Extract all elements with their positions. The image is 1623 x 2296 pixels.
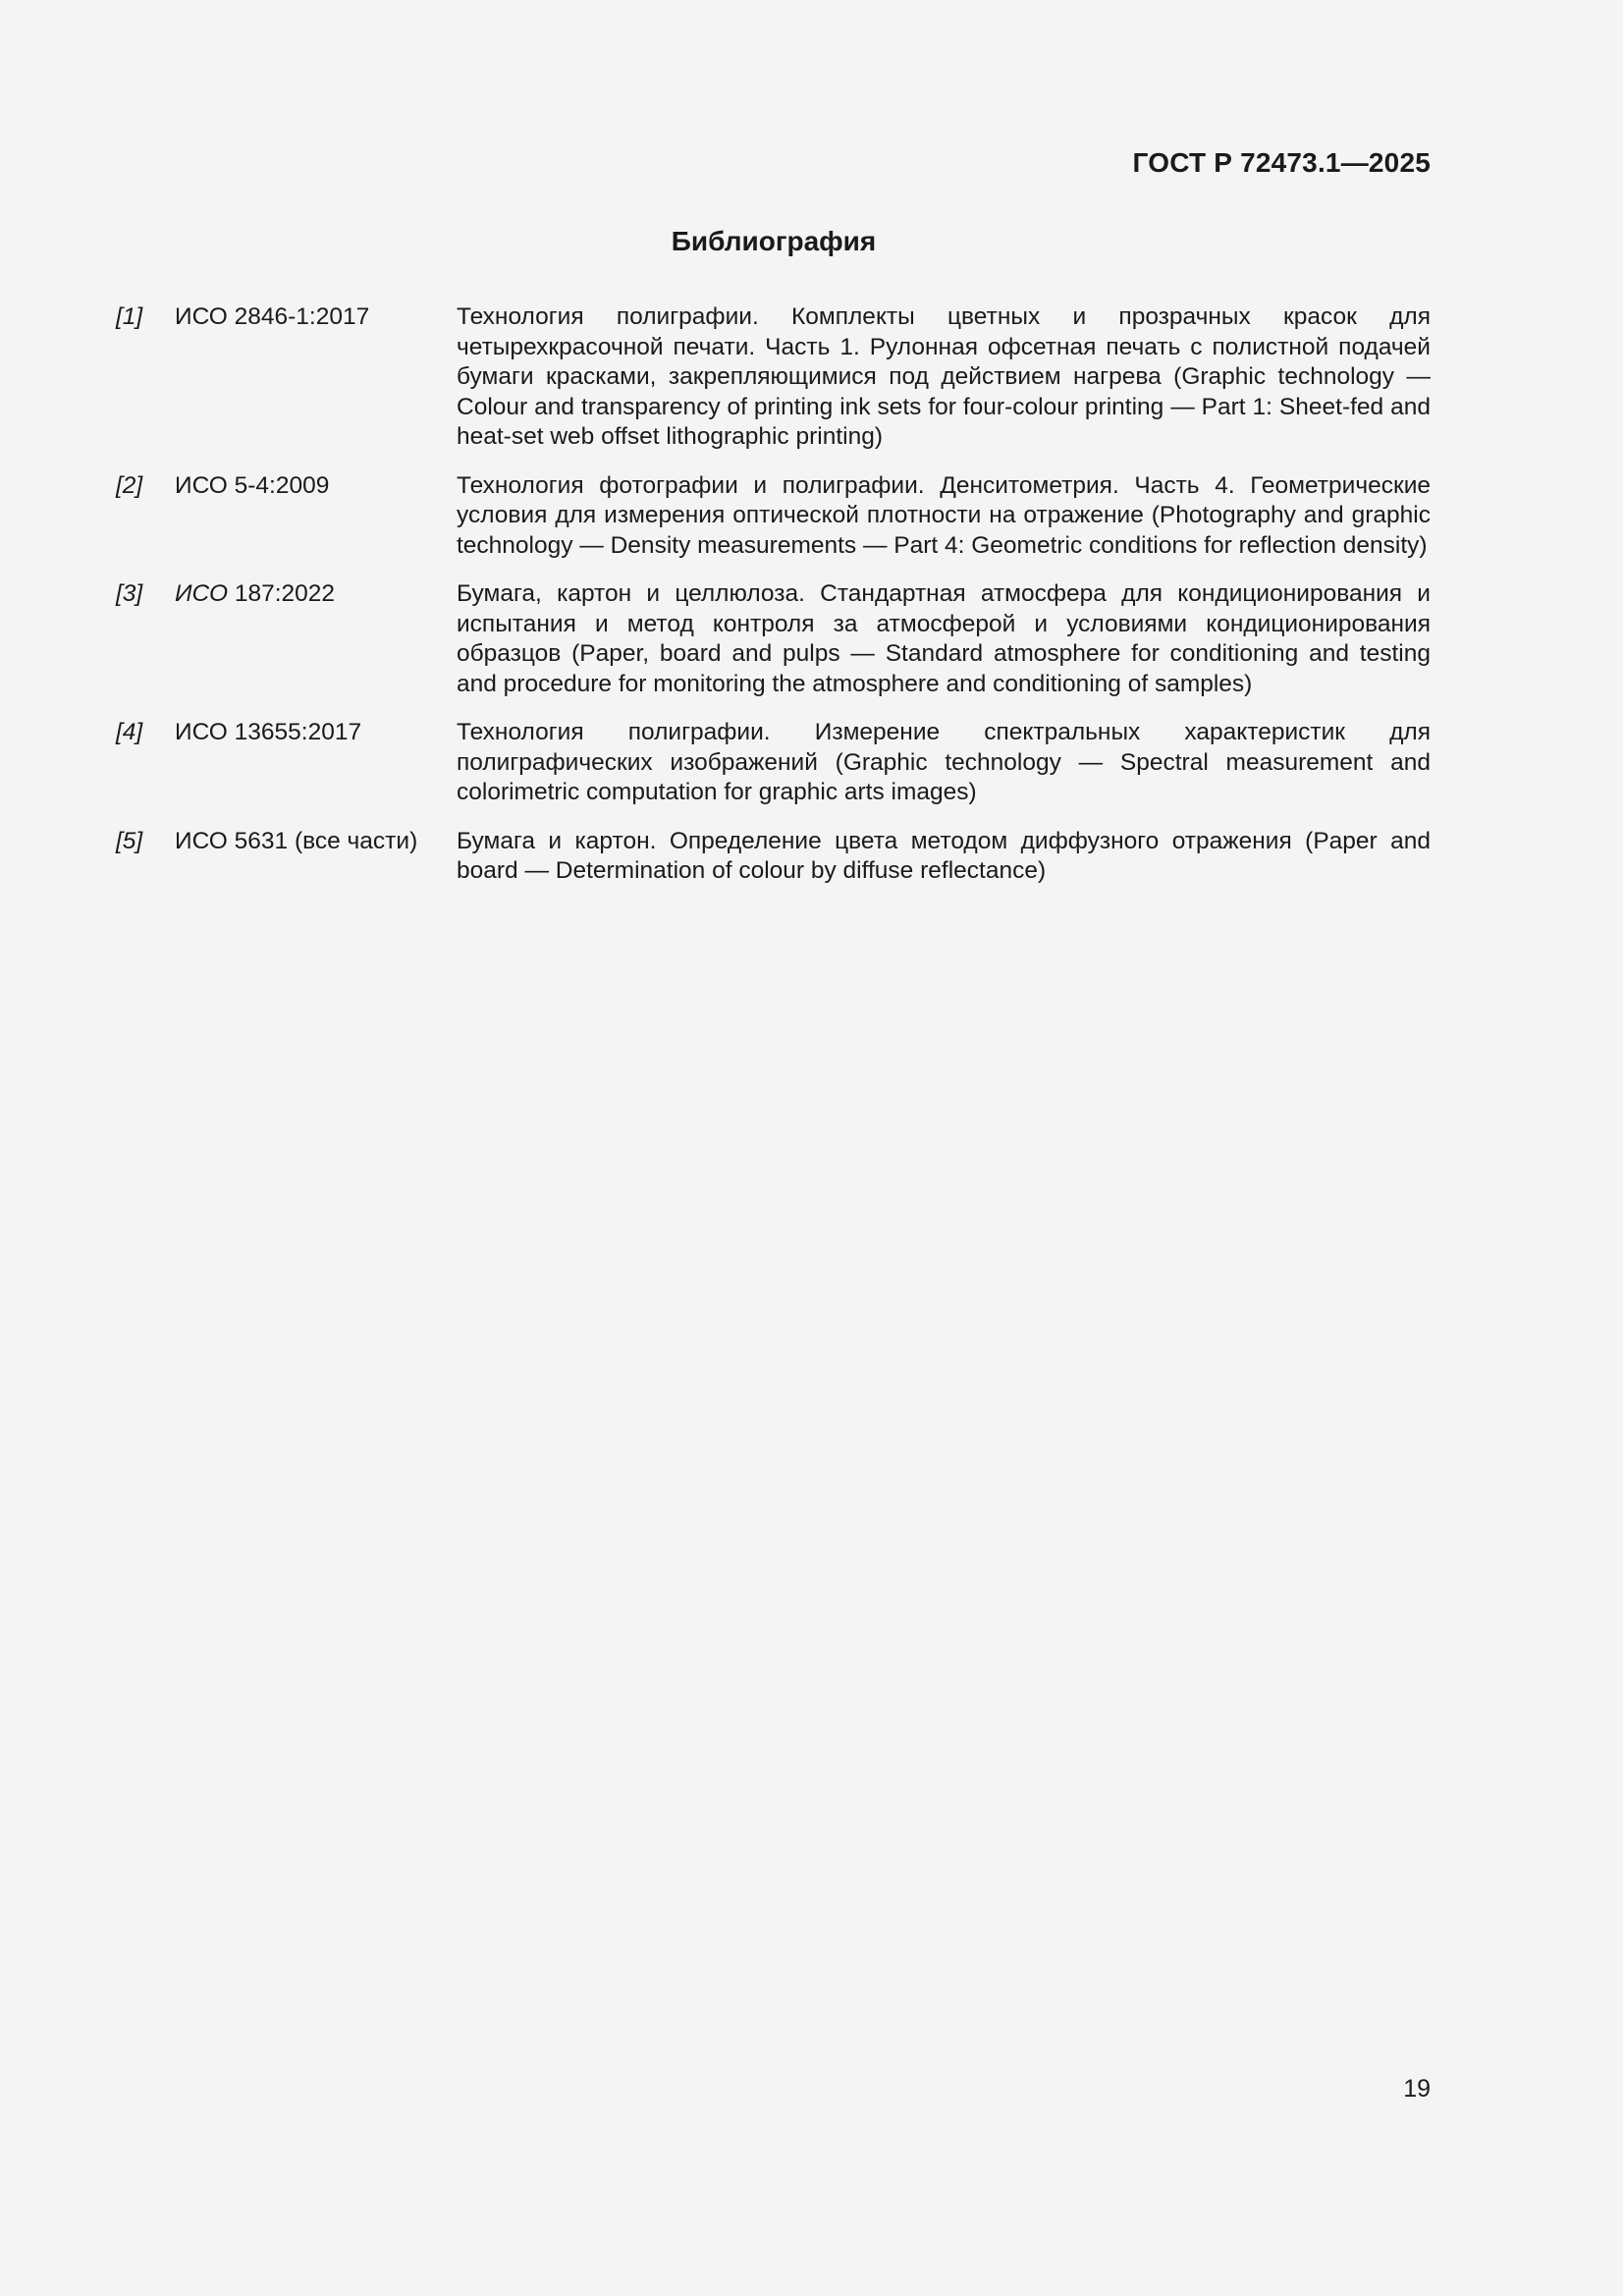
standard-org: ИСО (175, 719, 228, 745)
entry-standard (175, 827, 457, 857)
entry-number: [4] (116, 719, 143, 745)
entry-title: Бумага, картон и целлюлоза. Стандартная атмосфера для кондиционирования и испытания и метод контроля за атмосферой и условиями кондиционирования образцов (Paper, board and pulps — Standard atmosphere for conditioning and testing and procedure for monitoring the atmosphere and conditioning of samples) (457, 580, 1431, 697)
standard-code: 2846-1:2017 (227, 303, 370, 330)
bibliography-entry (116, 718, 1431, 808)
standard-code: 5631 (все части) (227, 827, 418, 854)
bibliography-entry (116, 579, 1431, 699)
entry-standard (175, 471, 457, 502)
entry-standard (175, 579, 457, 610)
bibliography-list (116, 302, 1431, 905)
page-number: 19 (1403, 2075, 1431, 2103)
entry-standard (175, 302, 457, 333)
bibliography-entry (116, 471, 1431, 562)
entry-title: Технология полиграфии. Комплекты цветных и прозрачных красок для четырехкрасочной печати. Часть 1. Рулонная офсетная печать с полистной подачей бумаги красками, закрепляющимися под действием нагрева (Graphic technology — Colour and transparency of printing ink sets for four-colour printing — Part 1: Sheet-fed and heat-set web offset lithographic printing) (457, 303, 1431, 450)
standard-code: 187:2022 (228, 580, 336, 607)
bibliography-entry (116, 827, 1431, 887)
section-title: Библиография (671, 226, 877, 256)
entry-number: [1] (116, 303, 143, 330)
entry-standard (175, 718, 457, 748)
standard-org: ИСО (175, 303, 228, 330)
document-code: ГОСТ Р 72473.1—2025 (1132, 147, 1431, 178)
entry-title: Технология полиграфии. Измерение спектральных характеристик для полиграфических изображений (Graphic technology — Spectral measurement and colorimetric computation for graphic arts images) (457, 719, 1431, 805)
entry-number: [5] (116, 827, 143, 854)
entry-number: [3] (116, 580, 143, 607)
entry-number: [2] (116, 471, 143, 499)
standard-code: 13655:2017 (227, 719, 362, 745)
standard-org: ИСО (175, 827, 228, 854)
bibliography-entry (116, 302, 1431, 453)
standard-code: 5-4:2009 (227, 471, 330, 499)
entry-title: Бумага и картон. Определение цвета методом диффузного отражения (Paper and board — Determination of colour by diffuse reflectance) (457, 827, 1431, 884)
standard-org: ИСО (175, 580, 229, 607)
standard-org: ИСО (175, 471, 228, 499)
entry-title: Технология фотографии и полиграфии. Денситометрия. Часть 4. Геометрические условия для измерения оптической плотности на отражение (Photography and graphic technology — Density measurements — Part 4: Geometric conditions for reflection density) (457, 471, 1431, 559)
